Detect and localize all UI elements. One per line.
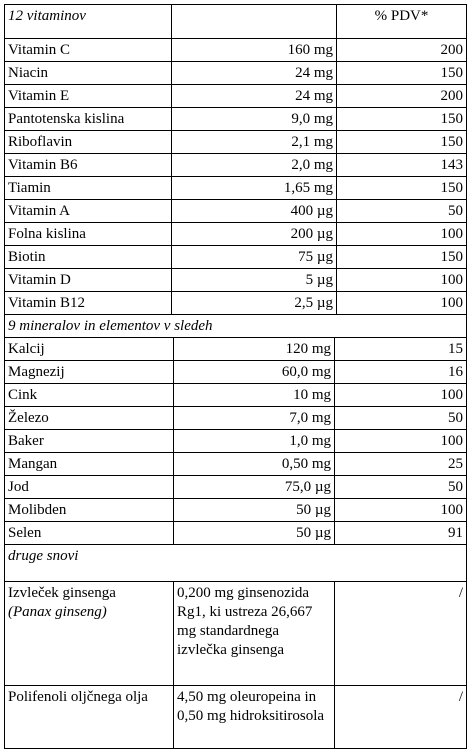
nutrition-table	[4, 4, 467, 749]
nutrient-amount: 7,0 mg	[173, 407, 334, 429]
table-row	[4, 498, 467, 521]
nutrient-name: Vitamin B12	[8, 295, 86, 311]
nutrient-pdv: 100	[334, 499, 466, 521]
nutrient-name: Baker	[8, 433, 44, 449]
nutrient-pdv: 100	[334, 430, 466, 452]
nutrient-name: Selen	[8, 525, 42, 541]
nutrient-name: Molibden	[8, 502, 67, 518]
nutrient-amount: 24 mg	[171, 62, 336, 84]
ginseng-latin-name: (Panax ginseng)	[8, 604, 107, 620]
nutrient-pdv: 150	[336, 177, 466, 199]
ginseng-name: Izvleček ginsenga	[8, 585, 116, 601]
nutrient-pdv: 100	[336, 269, 466, 291]
nutrient-name: Riboflavin	[8, 134, 73, 150]
ginseng-amount: 0,200 mg ginsenozida Rg1, ki ustreza 26,667 mg standardnega izvlečka ginsenga	[173, 582, 334, 685]
vitamins-header-row	[4, 4, 467, 38]
pdv-header: % PDV*	[336, 5, 466, 38]
nutrient-name: Vitamin B6	[8, 157, 78, 173]
ginseng-name-cell	[5, 582, 173, 685]
table-row	[4, 38, 467, 61]
nutrient-pdv: 150	[336, 131, 466, 153]
nutrient-pdv: 100	[336, 292, 466, 314]
table-row	[4, 475, 467, 498]
table-row	[4, 222, 467, 245]
table-row	[4, 245, 467, 268]
other-header-label: druge snovi	[8, 548, 79, 564]
nutrient-amount: 2,0 mg	[171, 154, 336, 176]
nutrient-name: Vitamin D	[8, 272, 71, 288]
nutrient-name: Niacin	[8, 65, 48, 81]
minerals-header-row	[4, 314, 467, 337]
nutrient-amount: 200 µg	[171, 223, 336, 245]
nutrient-name: Vitamin E	[8, 88, 70, 104]
nutrient-pdv: 150	[336, 246, 466, 268]
polyphenols-pdv: /	[334, 686, 466, 748]
nutrient-amount: 160 mg	[171, 39, 336, 61]
nutrient-amount: 75 µg	[171, 246, 336, 268]
nutrient-pdv: 150	[336, 108, 466, 130]
nutrient-pdv: 150	[336, 62, 466, 84]
table-row	[4, 176, 467, 199]
nutrient-pdv: 143	[336, 154, 466, 176]
nutrient-pdv: 100	[334, 384, 466, 406]
nutrient-pdv: 91	[334, 522, 466, 544]
nutrient-amount: 24 mg	[171, 85, 336, 107]
table-row	[4, 452, 467, 475]
nutrient-amount: 0,50 mg	[173, 453, 334, 475]
nutrient-name: Magnezij	[8, 364, 65, 380]
nutrient-amount: 1,0 mg	[173, 430, 334, 452]
nutrient-pdv: 200	[336, 39, 466, 61]
nutrient-amount: 9,0 mg	[171, 108, 336, 130]
polyphenols-amount: 4,50 mg oleuropeina in 0,50 mg hidroksitirosola	[173, 686, 334, 748]
nutrient-pdv: 100	[336, 223, 466, 245]
table-row	[4, 291, 467, 314]
polyphenols-row	[4, 685, 467, 749]
ginseng-row	[4, 581, 467, 685]
nutrient-amount: 2,1 mg	[171, 131, 336, 153]
table-row	[4, 199, 467, 222]
other-header-row	[4, 544, 467, 581]
nutrient-name: Tiamin	[8, 180, 51, 196]
nutrient-pdv: 50	[336, 200, 466, 222]
table-row	[4, 107, 467, 130]
header-amount-cell	[171, 5, 336, 38]
table-row	[4, 268, 467, 291]
table-row	[4, 130, 467, 153]
nutrient-amount: 60,0 mg	[173, 361, 334, 383]
nutrient-amount: 120 mg	[173, 338, 334, 360]
ginseng-pdv: /	[334, 582, 466, 685]
table-row	[4, 429, 467, 452]
nutrient-amount: 50 µg	[173, 499, 334, 521]
nutrient-name: Mangan	[8, 456, 58, 472]
nutrient-pdv: 16	[334, 361, 466, 383]
table-row	[4, 360, 467, 383]
table-row	[4, 61, 467, 84]
vitamins-header-label: 12 vitaminov	[8, 8, 86, 24]
table-row	[4, 153, 467, 176]
nutrient-name: Vitamin C	[8, 42, 71, 58]
nutrient-amount: 10 mg	[173, 384, 334, 406]
table-row	[4, 383, 467, 406]
nutrient-pdv: 200	[336, 85, 466, 107]
minerals-header-label: 9 mineralov in elementov v sledeh	[8, 318, 213, 334]
nutrient-name: Folna kislina	[8, 226, 86, 242]
nutrient-amount: 400 µg	[171, 200, 336, 222]
nutrient-name: Pantotenska kislina	[8, 111, 125, 127]
table-row	[4, 337, 467, 360]
nutrient-amount: 50 µg	[173, 522, 334, 544]
nutrient-pdv: 25	[334, 453, 466, 475]
table-row	[4, 521, 467, 544]
nutrient-name: Vitamin A	[8, 203, 71, 219]
nutrient-name: Železo	[8, 410, 49, 426]
nutrient-name: Kalcij	[8, 341, 45, 357]
polyphenols-name: Polifenoli oljčnega olja	[8, 689, 148, 705]
nutrient-pdv: 50	[334, 476, 466, 498]
nutrient-name: Cink	[8, 387, 38, 403]
nutrient-amount: 2,5 µg	[171, 292, 336, 314]
nutrient-amount: 75,0 µg	[173, 476, 334, 498]
nutrient-amount: 1,65 mg	[171, 177, 336, 199]
nutrient-pdv: 15	[334, 338, 466, 360]
table-row	[4, 406, 467, 429]
nutrient-pdv: 50	[334, 407, 466, 429]
nutrient-name: Biotin	[8, 249, 46, 265]
nutrient-name: Jod	[8, 479, 29, 495]
nutrient-amount: 5 µg	[171, 269, 336, 291]
table-row	[4, 84, 467, 107]
